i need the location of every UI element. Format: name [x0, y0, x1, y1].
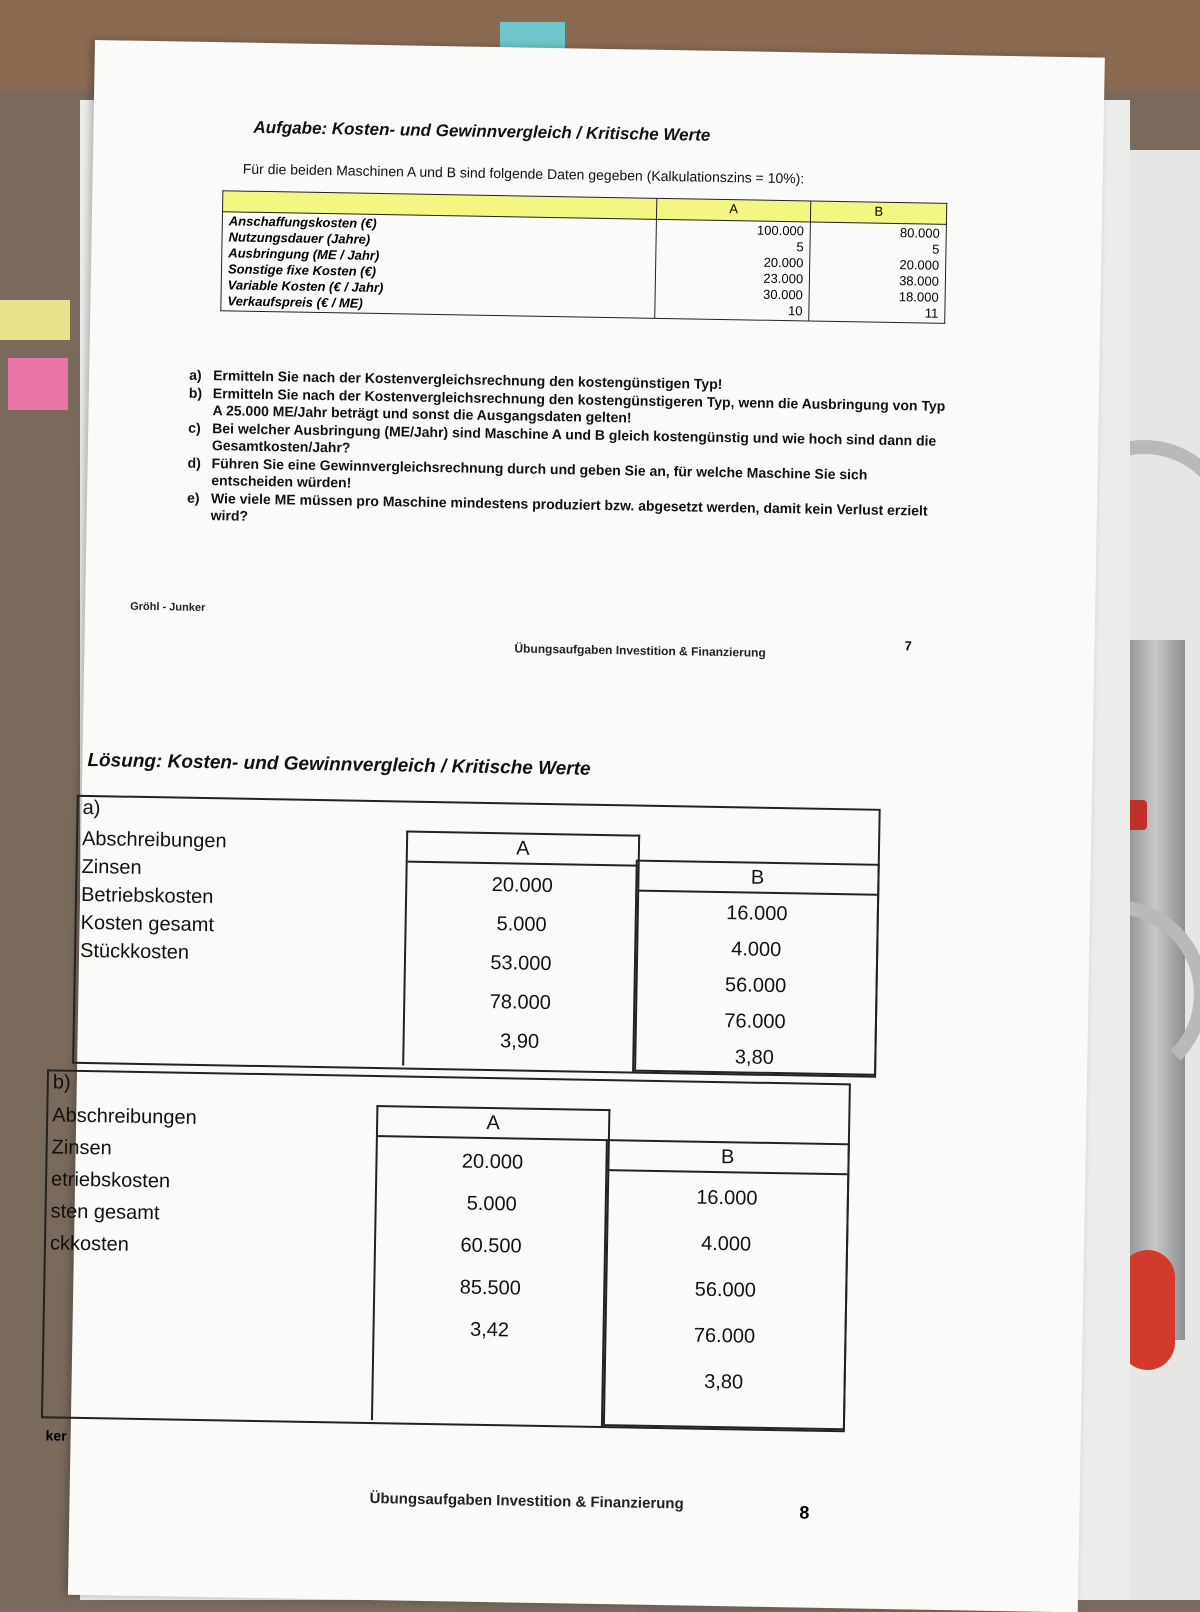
- machine-data-table: [220, 190, 947, 324]
- part-b-labels: Abschreibungen Zinsen etriebskosten sten gesamt ckkosten: [49, 1104, 197, 1256]
- part-a-column-b: B 16.000 4.000 56.000 76.000 3,80: [632, 860, 880, 1076]
- footer-left-fragment: ker: [45, 1427, 67, 1444]
- table-values-a: 100.000 5 20.000 23.000 30.000 10: [655, 219, 811, 321]
- question-item: e) Wie viele ME müssen pro Maschine mindestens produziert bzw. abgesetzt werden, damit kein Verlust erzielt wird?: [186, 489, 928, 524]
- document-page: [45, 40, 1105, 1612]
- task-intro: Für die beiden Maschinen A und B sind folgende Daten gegeben (Kalkulationszins = 10%):: [242, 160, 805, 187]
- sticky-tab-yellow: [0, 300, 70, 340]
- question-item: c) Bei welcher Ausbringung (ME/Jahr) sind Maschine A und B gleich kostengünstig und wie hoch sind dann die Gesamtkosten/Jahr?: [188, 419, 937, 456]
- part-a-letter: a): [82, 796, 101, 820]
- part-a-labels: Abschreibungen Zinsen Betriebskosten Kosten gesamt Stückkosten: [79, 827, 227, 964]
- table-header-a: A: [656, 198, 811, 222]
- table-header-b: B: [811, 201, 947, 224]
- question-item: d) Führen Sie eine Gewinnvergleichsrechnung durch und geben Sie an, für welche Maschine Sie sich entscheiden würden!: [187, 454, 868, 491]
- table-values-b: 80.000 5 20.000 38.000 18.000 11: [809, 222, 947, 323]
- page-number-2: 8: [799, 1502, 810, 1523]
- task-questions: [187, 367, 950, 538]
- table-labels: Anschaffungskosten (€) Nutzungsdauer (Jahre) Ausbringung (ME / Jahr) Sonstige fixe Kosten (€) Variable Kosten (€ / Jahr) Verkaufspreis (€ / ME): [221, 212, 656, 319]
- page-number: 7: [904, 638, 912, 654]
- part-b-column-a: A 20.000 5.000 60.500 85.500 3,42: [371, 1105, 610, 1424]
- question-item: b) Ermitteln Sie nach der Kostenvergleichsrechnung den kostengünstigeren Typ, wenn die Ausbringung von Typ A 25.000 ME/Jahr beträgt und sonst die Ausgangsdaten gelten!: [188, 384, 946, 426]
- sticky-tab-pink: [8, 358, 68, 410]
- footer-author: Gröhl - Junker: [130, 600, 206, 615]
- solution-title: Lösung: Kosten- und Gewinnvergleich / Kritische Werte: [87, 749, 591, 780]
- footer-title-2: Übungsaufgaben Investition & Finanzierung: [369, 1490, 684, 1513]
- footer-title: Übungsaufgaben Investition & Finanzierung: [514, 641, 766, 660]
- part-b-column-b: B 16.000 4.000 56.000 76.000 3,80: [601, 1139, 850, 1430]
- question-item: a) Ermitteln Sie nach der Kostenvergleichsrechnung den kostengünstigen Typ!: [189, 366, 723, 393]
- part-b-letter: b): [52, 1071, 71, 1094]
- part-a-column-a: A 20.000 5.000 53.000 78.000 3,90: [402, 831, 640, 1070]
- task-title: Aufgabe: Kosten- und Gewinnvergleich / Kritische Werte: [253, 117, 711, 145]
